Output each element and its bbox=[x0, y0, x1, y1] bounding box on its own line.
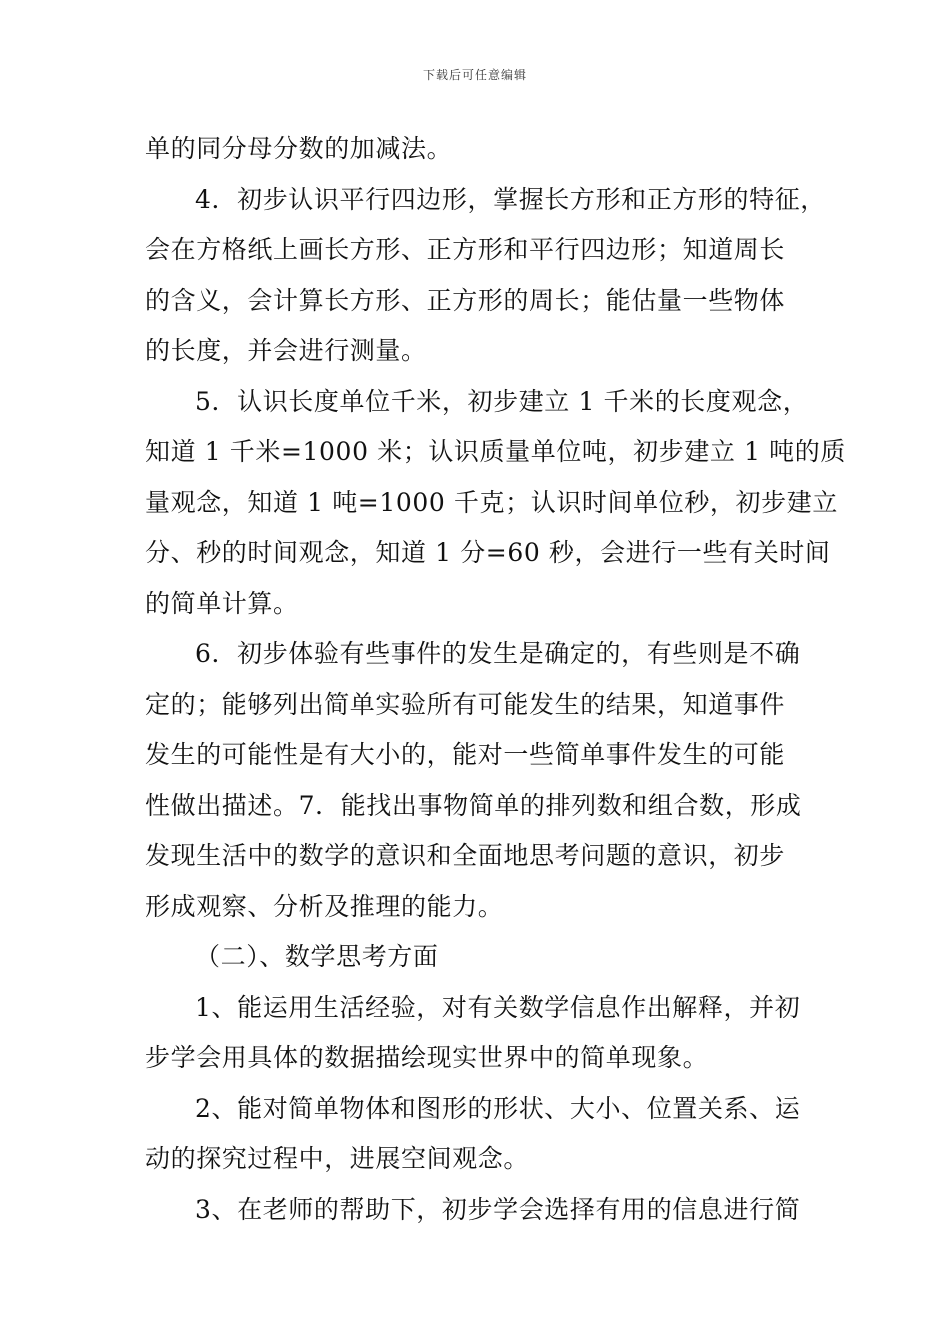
text-line: 的含义，会计算长方形、正方形的周长；能估量一些物体 bbox=[145, 285, 786, 315]
text-line: 3、在老师的帮助下，初步学会选择有用的信息进行简 bbox=[195, 1194, 801, 1224]
text-line: 2、能对简单物体和图形的形状、大小、位置关系、运 bbox=[195, 1093, 801, 1123]
text-line: 量观念，知道 1 吨=1000 千克；认识时间单位秒，初步建立 bbox=[145, 487, 838, 517]
text-line: 形成观察、分析及推理的能力。 bbox=[145, 891, 504, 921]
text-line: 定的；能够列出简单实验所有可能发生的结果，知道事件 bbox=[145, 689, 786, 719]
page-header: 下载后可任意编辑 bbox=[422, 68, 527, 82]
text-line: 知道 1 千米=1000 米；认识质量单位吨，初步建立 1 吨的质 bbox=[145, 437, 846, 466]
text-line: 单的同分母分数的加减法。 bbox=[145, 134, 453, 163]
text-line: 1、能运用生活经验，对有关数学信息作出解释，并初 bbox=[195, 992, 801, 1022]
text-line: 发生的可能性是有大小的，能对一些简单事件发生的可能 bbox=[145, 740, 786, 769]
text-line: 的简单计算。 bbox=[145, 588, 299, 618]
text-line: 分、秒的时间观念，知道 1 分=60 秒，会进行一些有关时间 bbox=[145, 538, 831, 567]
text-line: 5．认识长度单位千米，初步建立 1 千米的长度观念， bbox=[195, 386, 809, 416]
text-line: 4．初步认识平行四边形，掌握长方形和正方形的特征， bbox=[195, 184, 826, 214]
text-line: 步学会用具体的数据描绘现实世界中的简单现象。 bbox=[145, 1043, 709, 1072]
text-line: 会在方格纸上画长方形、正方形和平行四边形；知道周长 bbox=[145, 235, 786, 264]
text-line: 发现生活中的数学的意识和全面地思考问题的意识，初步 bbox=[145, 841, 786, 870]
document-body bbox=[145, 124, 846, 1235]
text-line: 的长度，并会进行测量。 bbox=[145, 336, 427, 365]
text-line: 动的探究过程中，进展空间观念。 bbox=[145, 1144, 530, 1173]
text-line: 性做出描述。7．能找出事物简单的排列数和组合数，形成 bbox=[145, 790, 802, 820]
section-heading: （二）、数学思考方面 bbox=[195, 942, 439, 971]
text-line: 6．初步体验有些事件的发生是确定的，有些则是不确 bbox=[195, 639, 801, 668]
